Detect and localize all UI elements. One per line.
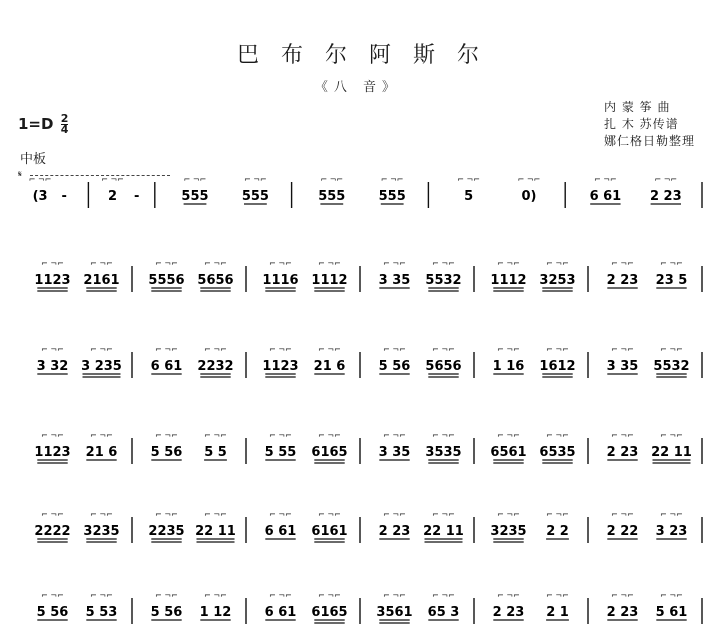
ornament-mark: ⌐ ¬⌐: [204, 431, 227, 440]
note-group: 5532: [425, 273, 462, 288]
note-group: 5 56: [150, 605, 183, 620]
ornament-mark: ⌐ ¬⌐: [90, 431, 113, 440]
score-title: 巴布尔阿斯尔: [236, 43, 501, 68]
ornament-mark: ⌐ ¬⌐: [611, 591, 634, 600]
note-group: -: [134, 189, 140, 204]
note-group: 5 5: [204, 445, 227, 460]
score-subtitle: 《八 音》: [314, 80, 402, 95]
ornament-mark: ⌐ ¬⌐: [660, 345, 683, 354]
key-label: 1=D: [18, 115, 54, 133]
note-group: 21 6: [85, 445, 118, 460]
note-group: 3 35: [378, 445, 411, 460]
ornament-mark: ⌐ ¬⌐: [594, 175, 617, 184]
note-group: 3235: [490, 524, 527, 539]
note-group: 1112: [490, 273, 527, 288]
ornament-mark: ⌐ ¬⌐: [90, 591, 113, 600]
ornament-mark: ⌐ ¬⌐: [269, 345, 292, 354]
note-group: 2222: [34, 524, 71, 539]
ornament-mark: ⌐ ¬⌐: [383, 431, 406, 440]
note-group: (3: [32, 189, 48, 204]
ornament-mark: ⌐ ¬⌐: [660, 431, 683, 440]
ornament-mark: ⌐ ¬⌐: [497, 259, 520, 268]
ornament-mark: ⌐ ¬⌐: [41, 591, 64, 600]
note-group: 2: [108, 189, 118, 204]
ornament-mark: ⌐ ¬⌐: [155, 259, 178, 268]
note-group: 2 22: [606, 524, 639, 539]
ornament-mark: ⌐ ¬⌐: [611, 345, 634, 354]
note-group: 3 235: [81, 359, 122, 374]
ornament-mark: ⌐ ¬⌐: [546, 510, 569, 519]
score-row: [34, 259, 702, 292]
ornament-mark: ⌐ ¬⌐: [90, 510, 113, 519]
note-group: 1123: [34, 273, 71, 288]
ornament-mark: ⌐ ¬⌐: [383, 510, 406, 519]
ornament-mark: ⌐ ¬⌐: [41, 259, 64, 268]
note-group: 1123: [262, 359, 299, 374]
note-group: 2 23: [606, 445, 639, 460]
score-row: [37, 345, 702, 378]
note-group: 5 56: [378, 359, 411, 374]
tempo-marking: 中板: [20, 152, 47, 167]
ornament-mark: ⌐ ¬⌐: [611, 259, 634, 268]
note-group: 1123: [34, 445, 71, 460]
ornament-mark: ⌐ ¬⌐: [318, 431, 341, 440]
score-row: [37, 591, 702, 624]
note-group: 2 2: [546, 524, 569, 539]
ornament-mark: ⌐ ¬⌐: [318, 510, 341, 519]
credit-transmitter: 扎 木 苏传谱: [604, 117, 679, 131]
note-group: 3561: [376, 605, 413, 620]
note-group: 6161: [311, 524, 348, 539]
note-group: 5656: [197, 273, 234, 288]
ornament-mark: ⌐ ¬⌐: [380, 175, 404, 184]
note-group: 1116: [262, 273, 299, 288]
ornament-mark: ⌐ ¬⌐: [204, 345, 227, 354]
ornament-mark: ⌐ ¬⌐: [155, 345, 178, 354]
note-group: 5556: [148, 273, 185, 288]
ornament-mark: ⌐ ¬⌐: [660, 591, 683, 600]
ornament-mark: ⌐ ¬⌐: [101, 175, 124, 184]
ornament-mark: ⌐ ¬⌐: [497, 510, 520, 519]
ornament-mark: ⌐ ¬⌐: [611, 431, 634, 440]
note-group: 6165: [311, 445, 348, 460]
note-group: 1112: [311, 273, 348, 288]
note-group: 2 23: [378, 524, 411, 539]
note-group: 6165: [311, 605, 348, 620]
note-group: 22 11: [651, 445, 692, 460]
note-group: 3 32: [36, 359, 69, 374]
note-group: 3 35: [606, 359, 639, 374]
ornament-mark: ⌐ ¬⌐: [546, 591, 569, 600]
ornament-mark: ⌐ ¬⌐: [204, 259, 227, 268]
ornament-mark: ⌐ ¬⌐: [660, 259, 683, 268]
score-row: [34, 431, 702, 464]
time-sig-top: 2: [60, 112, 69, 125]
ornament-mark: ⌐ ¬⌐: [41, 510, 64, 519]
ornament-mark: ⌐ ¬⌐: [155, 591, 178, 600]
ornament-mark: ⌐ ¬⌐: [432, 345, 455, 354]
ornament-mark: ⌐ ¬⌐: [497, 345, 520, 354]
ornament-mark: ⌐ ¬⌐: [41, 431, 64, 440]
note-group: 5: [464, 189, 474, 204]
ornament-mark: ⌐ ¬⌐: [318, 259, 341, 268]
ornament-mark: ⌐ ¬⌐: [546, 259, 569, 268]
ornament-mark: ⌐ ¬⌐: [155, 510, 178, 519]
ornament-mark: ⌐ ¬⌐: [204, 591, 227, 600]
ornament-mark: ⌐ ¬⌐: [41, 345, 64, 354]
note-group: 6 61: [150, 359, 183, 374]
note-group: 5 55: [264, 445, 297, 460]
note-group: 3 23: [655, 524, 688, 539]
note-group: 1612: [539, 359, 576, 374]
note-group: 5 56: [150, 445, 183, 460]
ornament-mark: ⌐ ¬⌐: [269, 259, 292, 268]
note-group: 6 61: [264, 605, 297, 620]
ornament-mark: ⌐ ¬⌐: [611, 510, 634, 519]
note-group: 2 23: [606, 273, 639, 288]
ornament-mark: ⌐ ¬⌐: [244, 175, 267, 184]
note-group: 555: [241, 189, 269, 204]
note-group: 5 53: [85, 605, 118, 620]
ornament-mark: ⌐ ¬⌐: [28, 175, 52, 184]
note-group: 3253: [539, 273, 576, 288]
note-group: 555: [181, 189, 209, 204]
note-group: 2 23: [606, 605, 639, 620]
note-group: 2232: [197, 359, 234, 374]
note-group: 555: [378, 189, 406, 204]
note-group: 2161: [83, 273, 120, 288]
note-group: 22 11: [423, 524, 464, 539]
ornament-mark: ⌐ ¬⌐: [546, 431, 569, 440]
ornament-mark: ⌐ ¬⌐: [383, 345, 406, 354]
ornament-mark: ⌐ ¬⌐: [497, 591, 520, 600]
note-group: 2 23: [649, 189, 682, 204]
ornament-mark: ⌐ ¬⌐: [90, 345, 113, 354]
note-group: 3 35: [378, 273, 411, 288]
note-group: 1 16: [492, 359, 525, 374]
note-group: 0): [521, 189, 537, 204]
note-group: 21 6: [313, 359, 346, 374]
note-group: 23 5: [655, 273, 688, 288]
ornament-mark: ⌐ ¬⌐: [269, 591, 292, 600]
ornament-mark: ⌐ ¬⌐: [457, 175, 480, 184]
ornament-mark: ⌐ ¬⌐: [318, 591, 341, 600]
ornament-mark: ⌐ ¬⌐: [432, 591, 455, 600]
note-group: -: [61, 189, 67, 204]
note-group: 5532: [653, 359, 690, 374]
note-group: 5 61: [655, 605, 688, 620]
ornament-mark: ⌐ ¬⌐: [654, 175, 678, 184]
ornament-mark: ⌐ ¬⌐: [204, 510, 227, 519]
ornament-mark: ⌐ ¬⌐: [318, 345, 341, 354]
ornament-mark: ⌐ ¬⌐: [497, 431, 520, 440]
ornament-mark: ⌐ ¬⌐: [269, 510, 292, 519]
ornament-mark: ⌐ ¬⌐: [90, 259, 113, 268]
credit-composer: 内 蒙 筝 曲: [604, 100, 671, 114]
ornament-mark: ⌐ ¬⌐: [383, 259, 406, 268]
note-group: 3535: [425, 445, 462, 460]
note-group: 555: [318, 189, 346, 204]
note-group: 6561: [490, 445, 527, 460]
note-group: 6 61: [589, 189, 622, 204]
ornament-mark: ⌐ ¬⌐: [432, 259, 455, 268]
ornament-mark: ⌐ ¬⌐: [546, 345, 569, 354]
ornament-mark: ⌐ ¬⌐: [517, 175, 541, 184]
credit-arranger: 娜仁格日勒整理: [604, 134, 696, 148]
note-group: 6 61: [264, 524, 297, 539]
ornament-mark: ⌐ ¬⌐: [432, 431, 455, 440]
ornament-mark: ⌐ ¬⌐: [660, 510, 683, 519]
time-sig-bottom: 4: [60, 123, 69, 136]
segno-mark: 𝄋: [18, 170, 22, 180]
ornament-mark: ⌐ ¬⌐: [155, 431, 178, 440]
ornament-mark: ⌐ ¬⌐: [320, 175, 344, 184]
note-group: 22 11: [195, 524, 236, 539]
score-row: [34, 510, 702, 543]
note-group: 2235: [148, 524, 185, 539]
ornament-mark: ⌐ ¬⌐: [432, 510, 455, 519]
note-group: 1 12: [199, 605, 232, 620]
note-group: 5656: [425, 359, 462, 374]
note-group: 3235: [83, 524, 120, 539]
ornament-mark: ⌐ ¬⌐: [383, 591, 406, 600]
note-group: 65 3: [427, 605, 460, 620]
note-group: 2 23: [492, 605, 525, 620]
ornament-mark: ⌐ ¬⌐: [269, 431, 292, 440]
ornament-mark: ⌐ ¬⌐: [183, 175, 207, 184]
note-group: 5 56: [36, 605, 69, 620]
score-row: [29, 175, 702, 208]
note-group: 2 1: [546, 605, 569, 620]
note-group: 6535: [539, 445, 576, 460]
